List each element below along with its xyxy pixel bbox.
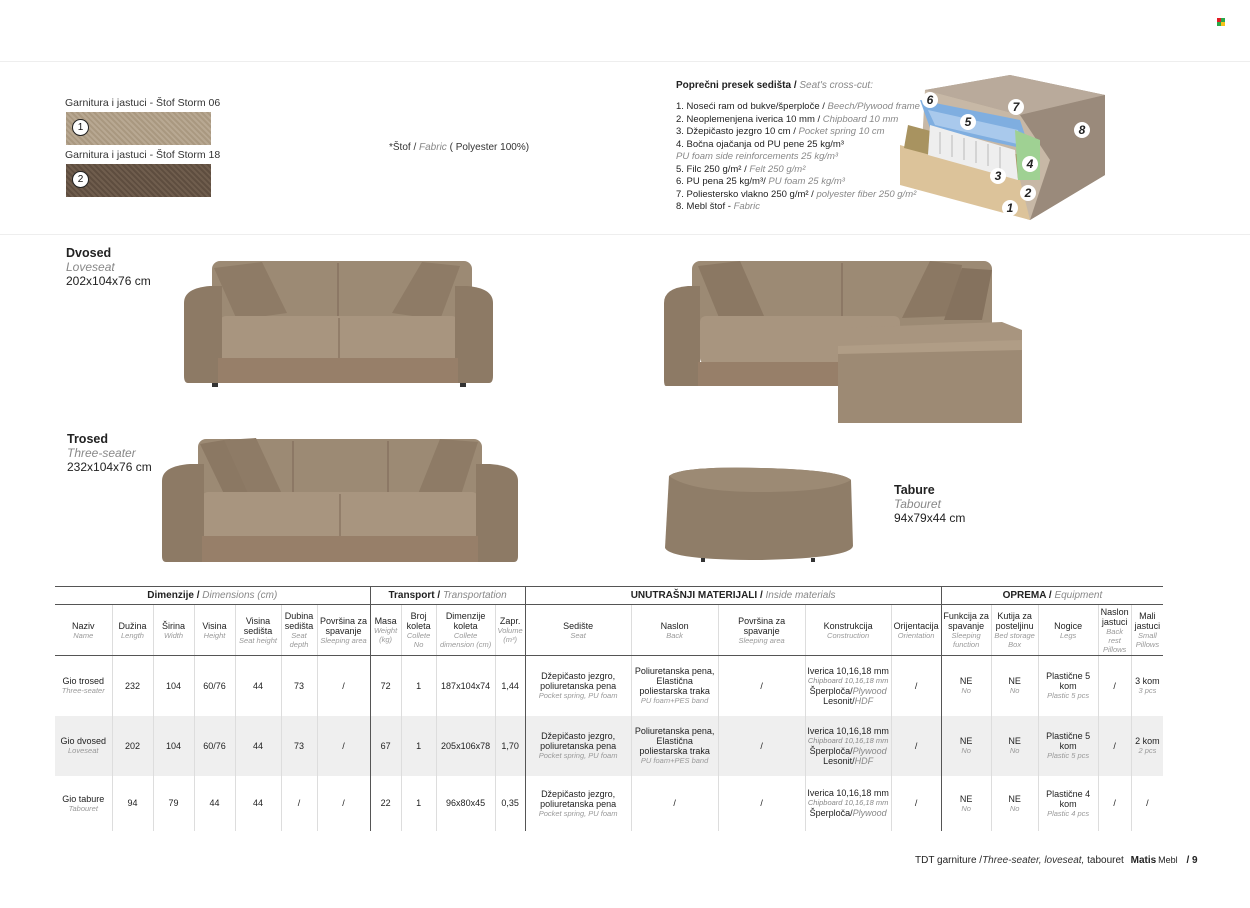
column-header: Mali jastuci Small Pillows xyxy=(1131,605,1163,656)
column-header: Dimenzije koleta Collete dimension (cm) xyxy=(436,605,495,656)
brand-mark-icon xyxy=(1217,18,1225,26)
column-header: Širina Width xyxy=(153,605,194,656)
cross-section-list xyxy=(676,101,920,214)
table-cell: 73 xyxy=(281,716,317,776)
table-cell: NE No xyxy=(941,656,991,716)
divider xyxy=(0,234,1250,235)
table-cell: 0,35 xyxy=(495,776,525,831)
table-cell: / xyxy=(1098,716,1131,776)
table-cell: 104 xyxy=(153,656,194,716)
table-cell: 96x80x45 xyxy=(436,776,495,831)
column-header: Dužina Length xyxy=(112,605,153,656)
table-cell: 94 xyxy=(112,776,153,831)
column-header: Masa Weight (kg) xyxy=(370,605,401,656)
product-title: Dvosed xyxy=(66,246,112,260)
column-header: Orijentacija Orientation xyxy=(891,605,941,656)
loveseat-image[interactable] xyxy=(182,258,495,388)
table-cell: 44 xyxy=(235,716,281,776)
product-subtitle: Tabouret xyxy=(894,497,941,511)
table-cell: Džepičasto jezgro, poliuretanska pena Pocket spring, PU foam xyxy=(525,716,631,776)
divider xyxy=(0,61,1250,62)
table-cell: / xyxy=(891,716,941,776)
brand-logo-suffix: Mebl xyxy=(1158,855,1178,865)
product-subtitle: Three-seater xyxy=(67,446,136,460)
table-cell: 202 xyxy=(112,716,153,776)
table-cell: NE No xyxy=(991,716,1038,776)
tabouret-image[interactable] xyxy=(661,466,856,564)
cross-section-item: 4. Bočna ojačanja od PU pene 25 kg/m³ xyxy=(676,138,844,150)
callout-number: 4 xyxy=(1022,156,1038,172)
table-row xyxy=(55,776,1163,831)
cross-section-item: 6. PU pena 25 kg/m³/ PU foam 25 kg/m³ xyxy=(676,176,845,187)
table-cell: / xyxy=(718,776,805,831)
cross-section-item: PU foam side reinforcements 25 kg/m³ xyxy=(676,151,839,162)
cross-section-item: 3. Džepičasto jezgro 10 cm / Pocket spring 10 cm xyxy=(676,126,885,137)
three-seater-image[interactable] xyxy=(160,436,520,566)
table-cell: 2 kom 2 pcs xyxy=(1131,716,1163,776)
table-cell: 232 xyxy=(112,656,153,716)
table-cell: 205x106x78 xyxy=(436,716,495,776)
product-dimensions: 202x104x76 cm xyxy=(66,274,151,288)
table-cell: / xyxy=(317,716,370,776)
fabric-note: *Štof / Fabric ( Polyester 100%) xyxy=(389,142,530,153)
column-header: Visina sedišta Seat height xyxy=(235,605,281,656)
table-cell: 60/76 xyxy=(194,656,235,716)
table-cell: NE No xyxy=(991,656,1038,716)
table-cell: Iverica 10,16,18 mm Chipboard 10,16,18 mm Šperploča/Plywood Lesonit/HDF xyxy=(805,716,891,776)
column-header: Zapr. Volume (m³) xyxy=(495,605,525,656)
specification-table xyxy=(55,586,1163,831)
column-header: Funkcija za spavanje Sleeping function xyxy=(941,605,991,656)
group-header-row xyxy=(55,587,1163,605)
table-cell: 1 xyxy=(401,656,436,716)
table-cell: Gio dvosed Loveseat xyxy=(60,736,107,755)
table-cell: 1,44 xyxy=(495,656,525,716)
table-cell: Džepičasto jezgro, poliuretanska pena Pocket spring, PU foam xyxy=(525,656,631,716)
group-inside-materials: UNUTRAŠNJI MATERIJALI / Inside materials xyxy=(525,587,941,605)
cross-section-item: 1. Noseći ram od bukve/šperploče / Beech/Plywood frame xyxy=(676,101,920,112)
page-number: / 9 xyxy=(1186,855,1198,866)
product-dimensions: 232x104x76 cm xyxy=(67,460,152,474)
brand-logo: Matis xyxy=(1130,855,1157,866)
callout-number: 2 xyxy=(1020,185,1036,201)
column-header: Naslon jastuci Back rest Pillows xyxy=(1098,605,1131,656)
corner-sofa-image[interactable] xyxy=(662,258,1024,426)
table-cell: Plastične 5 kom Plastic 5 pcs xyxy=(1038,716,1098,776)
table-cell: Poliuretanska pena, Elastična poliestarska traka PU foam+PES band xyxy=(631,656,718,716)
product-loveseat-caption xyxy=(66,246,151,288)
product-subtitle: Loveseat xyxy=(66,260,115,274)
table-row xyxy=(55,716,1163,776)
column-header: Površina za spavanje Sleeping area xyxy=(317,605,370,656)
table-body xyxy=(55,656,1163,831)
column-header: Konstrukcija Construction xyxy=(805,605,891,656)
table-cell: / xyxy=(718,656,805,716)
column-header: Dubina sedišta Seat depth xyxy=(281,605,317,656)
cross-section-item: 2. Neoplemenjena iverica 10 mm / Chipboard 10 mm xyxy=(676,113,899,125)
column-header: Broj koleta Collete No xyxy=(401,605,436,656)
column-header: Površina za spavanje Sleeping area xyxy=(718,605,805,656)
group-equipment: OPREMA / Equipment xyxy=(941,587,1163,605)
table-cell: 44 xyxy=(194,776,235,831)
callout-number: 1 xyxy=(1002,200,1018,216)
table-cell: Iverica 10,16,18 mm Chipboard 10,16,18 mm Šperploča/Plywood xyxy=(805,776,891,831)
callout-number: 5 xyxy=(960,114,976,130)
table-cell: / xyxy=(1098,656,1131,716)
table-cell: / xyxy=(718,716,805,776)
callout-number: 6 xyxy=(922,92,938,108)
group-dimensions: Dimenzije / Dimensions (cm) xyxy=(55,587,370,605)
table-row xyxy=(55,656,1163,716)
group-transport: Transport / Transportation xyxy=(370,587,525,605)
table-cell: / xyxy=(891,776,941,831)
table-cell: 44 xyxy=(235,776,281,831)
fabric-swatch-storm-18[interactable] xyxy=(66,164,211,197)
callout-number: 8 xyxy=(1074,122,1090,138)
table-cell: 73 xyxy=(281,656,317,716)
cross-section-item: 7. Poliestersko vlakno 250 g/m² / polyester fiber 250 g/m² xyxy=(676,188,917,200)
column-header: Kutija za posteljinu Bed storage Box xyxy=(991,605,1038,656)
table-cell: Gio tabure Tabouret xyxy=(62,793,105,813)
table-cell: NE No xyxy=(991,776,1038,831)
cross-section-item: 5. Filc 250 g/m² / Felt 250 g/m² xyxy=(676,163,806,175)
swatch-number: 2 xyxy=(72,171,89,188)
table-cell: 1 xyxy=(401,776,436,831)
product-threeseater-caption xyxy=(67,432,152,474)
table-cell: 1 xyxy=(401,716,436,776)
table-cell: 60/76 xyxy=(194,716,235,776)
table-cell: / xyxy=(281,776,317,831)
table-cell: Poliuretanska pena, Elastična poliestarska traka PU foam+PES band xyxy=(631,716,718,776)
table-cell: 3 kom 3 pcs xyxy=(1131,656,1163,716)
table-cell: / xyxy=(891,656,941,716)
table-cell: Gio trosed Three-seater xyxy=(61,676,105,696)
table-cell: 1,70 xyxy=(495,716,525,776)
column-header: Sedište Seat xyxy=(525,605,631,656)
product-title: Tabure xyxy=(894,483,935,497)
column-header-row xyxy=(55,605,1163,656)
table-cell: 79 xyxy=(153,776,194,831)
callout-number: 7 xyxy=(1008,99,1024,115)
table-cell: 22 xyxy=(370,776,401,831)
table-cell: Iverica 10,16,18 mm Chipboard 10,16,18 mm Šperploča/Plywood Lesonit/HDF xyxy=(805,656,891,716)
swatch-label-1: Garnitura i jastuci - Štof Storm 06 xyxy=(65,97,221,109)
fabric-swatch-storm-06[interactable] xyxy=(66,112,211,145)
column-header: Naziv Name xyxy=(55,605,112,656)
footer: TDT garniture /Three-seater, loveseat, tabouret Matis Mebl / 9 xyxy=(915,855,1198,866)
table-cell: / xyxy=(1131,776,1163,831)
table-cell: NE No xyxy=(941,716,991,776)
cross-section-item: 8. Mebl štof - Fabric xyxy=(676,201,760,212)
product-tabouret-caption xyxy=(894,483,965,525)
table-cell: Plastične 4 kom Plastic 4 pcs xyxy=(1038,776,1098,831)
table-cell: 44 xyxy=(235,656,281,716)
product-title: Trosed xyxy=(67,432,108,446)
table-cell: 104 xyxy=(153,716,194,776)
product-dimensions: 94x79x44 cm xyxy=(894,511,966,525)
table-cell: NE No xyxy=(941,776,991,831)
column-header: Naslon Back xyxy=(631,605,718,656)
column-header: Visina Height xyxy=(194,605,235,656)
table-cell: Džepičasto jezgro, poliuretanska pena Pocket spring, PU foam xyxy=(525,776,631,831)
table-cell: / xyxy=(631,776,718,831)
swatch-number: 1 xyxy=(72,119,89,136)
swatch-label-2: Garnitura i jastuci - Štof Storm 18 xyxy=(65,149,221,161)
table-cell: Plastične 5 kom Plastic 5 pcs xyxy=(1038,656,1098,716)
table-cell: 187x104x74 xyxy=(436,656,495,716)
callout-number: 3 xyxy=(990,168,1006,184)
table-cell: / xyxy=(1098,776,1131,831)
table-cell: / xyxy=(317,656,370,716)
cross-section-title: Poprečni presek sedišta / Seat's cross-cut: xyxy=(676,80,873,91)
column-header: Nogice Legs xyxy=(1038,605,1098,656)
table-cell: / xyxy=(317,776,370,831)
table-cell: 72 xyxy=(370,656,401,716)
table-cell: 67 xyxy=(370,716,401,776)
